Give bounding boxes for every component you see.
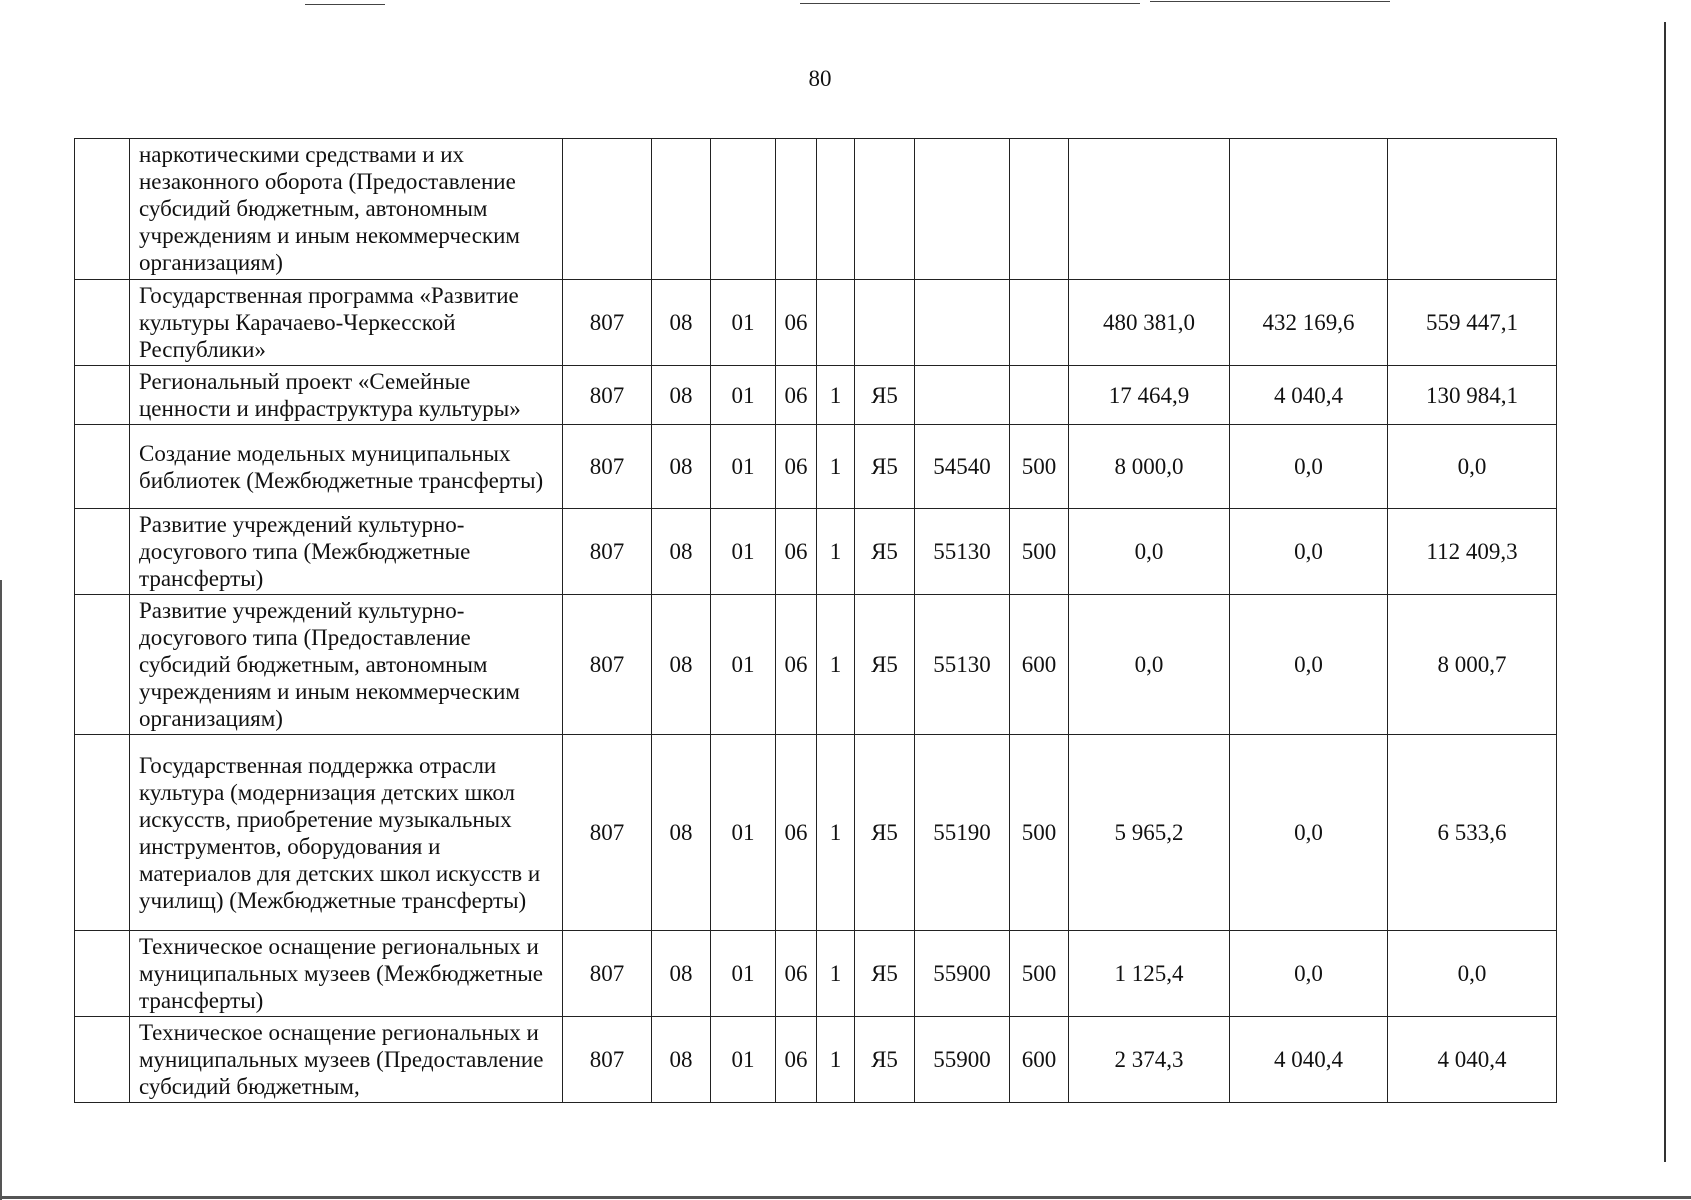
direction-cell: 55900 [915,1017,1010,1103]
amount-2-cell: 432 169,6 [1230,280,1388,366]
subsection-cell: 01 [711,425,776,509]
name-cell: Развитие учреждений культурно-досугового типа (Предоставление субсидий бюджетным, автономным учреждениям и иным некоммерческим организациям) [130,595,563,735]
name-cell: Техническое оснащение региональных и муниципальных музеев (Предоставление субсидий бюджетным, [130,1017,563,1103]
amount-1-cell: 5 965,2 [1069,735,1230,931]
subprogram-cell: 1 [817,366,855,425]
amount-3-cell: 4 040,4 [1388,1017,1557,1103]
subsection-cell: 01 [711,366,776,425]
program-cell: 06 [776,1017,817,1103]
name-cell: Техническое оснащение региональных и муниципальных музеев (Межбюджетные трансферты) [130,931,563,1017]
project-cell: Я5 [855,509,915,595]
section-cell: 08 [652,931,711,1017]
project-cell [855,139,915,280]
project-cell: Я5 [855,366,915,425]
direction-cell: 55900 [915,931,1010,1017]
direction-cell: 55130 [915,595,1010,735]
amount-1-cell: 17 464,9 [1069,366,1230,425]
row-number-cell [75,425,130,509]
amount-2-cell: 4 040,4 [1230,366,1388,425]
direction-cell [915,139,1010,280]
section-cell [652,139,711,280]
amount-3-cell [1388,139,1557,280]
expense-type-cell: 500 [1010,931,1069,1017]
table-row [75,139,1557,280]
subsection-cell [711,139,776,280]
ministry-cell [563,139,652,280]
expense-type-cell: 500 [1010,735,1069,931]
row-number-cell [75,735,130,931]
amount-3-cell: 130 984,1 [1388,366,1557,425]
budget-table [74,138,1557,1103]
amount-3-cell: 559 447,1 [1388,280,1557,366]
table-row [75,735,1557,931]
section-cell: 08 [652,280,711,366]
program-cell [776,139,817,280]
scan-artifact-bottom-edge [0,1196,1691,1199]
subsection-cell: 01 [711,595,776,735]
table-row [75,509,1557,595]
direction-cell: 54540 [915,425,1010,509]
scan-artifact-top-center [800,3,1140,4]
table-row [75,366,1557,425]
ministry-cell: 807 [563,931,652,1017]
table-row [75,931,1557,1017]
section-cell: 08 [652,425,711,509]
amount-1-cell: 1 125,4 [1069,931,1230,1017]
amount-2-cell: 0,0 [1230,595,1388,735]
subprogram-cell: 1 [817,1017,855,1103]
ministry-cell: 807 [563,509,652,595]
name-cell: Государственная поддержка отрасли культура (модернизация детских школ искусств, приобретение музыкальных инструментов, оборудования и материалов для детских школ искусств и училищ) (Межбюджетные трансферты) [130,735,563,931]
expense-type-cell: 500 [1010,425,1069,509]
direction-cell: 55190 [915,735,1010,931]
amount-2-cell: 0,0 [1230,931,1388,1017]
amount-2-cell: 0,0 [1230,735,1388,931]
amount-1-cell: 8 000,0 [1069,425,1230,509]
expense-type-cell [1010,366,1069,425]
subsection-cell: 01 [711,931,776,1017]
program-cell: 06 [776,280,817,366]
subsection-cell: 01 [711,509,776,595]
ministry-cell: 807 [563,280,652,366]
amount-2-cell: 4 040,4 [1230,1017,1388,1103]
subsection-cell: 01 [711,280,776,366]
scan-artifact-top-left [305,4,385,5]
program-cell: 06 [776,366,817,425]
program-cell: 06 [776,931,817,1017]
project-cell: Я5 [855,595,915,735]
program-cell: 06 [776,735,817,931]
direction-cell: 55130 [915,509,1010,595]
name-cell: Государственная программа «Развитие культуры Карачаево-Черкесской Республики» [130,280,563,366]
row-number-cell [75,509,130,595]
project-cell: Я5 [855,425,915,509]
amount-3-cell: 0,0 [1388,425,1557,509]
ministry-cell: 807 [563,425,652,509]
direction-cell [915,366,1010,425]
section-cell: 08 [652,1017,711,1103]
amount-1-cell: 0,0 [1069,595,1230,735]
row-number-cell [75,931,130,1017]
row-number-cell [75,139,130,280]
name-cell: Региональный проект «Семейные ценности и инфраструктура культуры» [130,366,563,425]
ministry-cell: 807 [563,366,652,425]
scan-artifact-top-right [1150,1,1390,2]
expense-type-cell [1010,280,1069,366]
subsection-cell: 01 [711,1017,776,1103]
row-number-cell [75,366,130,425]
subprogram-cell: 1 [817,931,855,1017]
scan-artifact-right-edge [1664,22,1666,1162]
amount-2-cell: 0,0 [1230,509,1388,595]
program-cell: 06 [776,425,817,509]
amount-1-cell: 0,0 [1069,509,1230,595]
amount-3-cell: 8 000,7 [1388,595,1557,735]
section-cell: 08 [652,735,711,931]
amount-3-cell: 6 533,6 [1388,735,1557,931]
row-number-cell [75,595,130,735]
project-cell: Я5 [855,931,915,1017]
expense-type-cell: 600 [1010,1017,1069,1103]
expense-type-cell [1010,139,1069,280]
subsection-cell: 01 [711,735,776,931]
subprogram-cell: 1 [817,595,855,735]
row-number-cell [75,280,130,366]
amount-1-cell [1069,139,1230,280]
name-cell: Создание модельных муниципальных библиотек (Межбюджетные трансферты) [130,425,563,509]
subprogram-cell [817,139,855,280]
direction-cell [915,280,1010,366]
row-number-cell [75,1017,130,1103]
amount-3-cell: 0,0 [1388,931,1557,1017]
ministry-cell: 807 [563,595,652,735]
ministry-cell: 807 [563,1017,652,1103]
amount-1-cell: 2 374,3 [1069,1017,1230,1103]
name-cell: Развитие учреждений культурно-досугового типа (Межбюджетные трансферты) [130,509,563,595]
subprogram-cell: 1 [817,509,855,595]
section-cell: 08 [652,595,711,735]
scan-artifact-left-edge [0,580,2,1200]
table-row [75,1017,1557,1103]
program-cell: 06 [776,509,817,595]
table-row [75,280,1557,366]
ministry-cell: 807 [563,735,652,931]
program-cell: 06 [776,595,817,735]
subprogram-cell [817,280,855,366]
expense-type-cell: 600 [1010,595,1069,735]
amount-2-cell: 0,0 [1230,425,1388,509]
amount-1-cell: 480 381,0 [1069,280,1230,366]
section-cell: 08 [652,509,711,595]
project-cell: Я5 [855,1017,915,1103]
name-cell: наркотическими средствами и их незаконного оборота (Предоставление субсидий бюджетным, автономным учреждениям и иным некоммерческим организациям) [130,139,563,280]
table-row [75,425,1557,509]
amount-2-cell [1230,139,1388,280]
subprogram-cell: 1 [817,735,855,931]
project-cell: Я5 [855,735,915,931]
section-cell: 08 [652,366,711,425]
project-cell [855,280,915,366]
amount-3-cell: 112 409,3 [1388,509,1557,595]
page-number: 80 [808,66,832,91]
table-row [75,595,1557,735]
expense-type-cell: 500 [1010,509,1069,595]
subprogram-cell: 1 [817,425,855,509]
